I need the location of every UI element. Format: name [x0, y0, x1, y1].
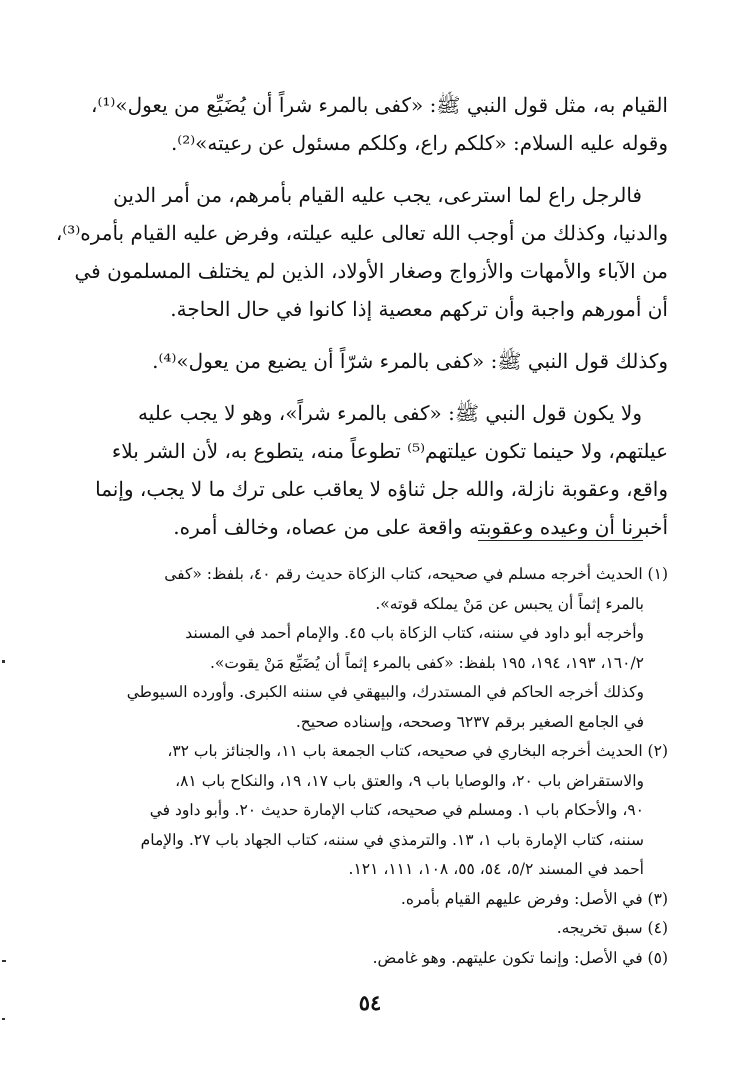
body-line: أن أمورهم واجبة وأن تركهم معصية إذا كانوا في حال الحاجة.: [170, 297, 668, 321]
footnote-line: في الجامع الصغير برقم ٦٢٣٧ وصححه، وإسناده صحيح.: [295, 712, 644, 731]
body-line: وكذلك قول النبي ﷺ: «كفى بالمرء شرّاً أن يضيع من يعول»⁽⁴⁾.: [152, 349, 668, 373]
footnote-line: والاستقراض باب ٢٠، والوصايا باب ٩، والعتق باب ١٧، ١٩، والنكاح باب ٨١،: [175, 771, 644, 790]
footnote-line: ٩٠، والأحكام باب ١. ومسلم في صحيحه، كتاب الإمارة حديث ٢٠. وأبو داود في: [149, 801, 644, 819]
scan-mark: [2, 960, 6, 962]
footnote-line: (٤) سبق تخريجه.: [556, 919, 668, 937]
footnote-line: (٢) الحديث أخرجه البخاري في صحيحه، كتاب الجمعة باب ١١، والجنائز باب ٣٢،: [167, 742, 668, 760]
scan-mark: [2, 660, 5, 663]
body-line: أخبرنا أن وعيده وعقوبته واقعة على من عصاه، وخالف أمره.: [173, 515, 668, 539]
page-number: ٥٤: [358, 990, 382, 1015]
footnote-line: وأخرجه أبو داود في سننه، كتاب الزكاة باب ٤٥. والإمام أحمد في المسند: [185, 624, 644, 642]
footnote-line: سننه، كتاب الإمارة باب ١، ١٣. والترمذي في سننه، كتاب الجهاد باب ٢٧. والإمام: [140, 830, 644, 849]
footnotes: [78, 560, 668, 973]
body-line: ولا يكون قول النبي ﷺ: «كفى بالمرء شراً»، وهو لا يجب عليه: [137, 401, 642, 425]
footnote-separator: [478, 540, 643, 541]
main-text: [55, 86, 668, 546]
body-line: فالرجل راع لما استرعى، يجب عليه القيام بأمرهم، من أمر الدين: [113, 183, 642, 207]
body-line: والدنيا، وكذلك من أوجب الله تعالى عليه عيلته، وفرض عليه القيام بأمره⁽³⁾،: [55, 221, 668, 245]
footnote-line: (١) الحديث أخرجه مسلم في صحيحه، كتاب الزكاة حديث رقم ٤٠، بلفظ: «كفى: [164, 565, 668, 583]
scan-mark: [2, 1018, 5, 1020]
footnote-line: (٥) في الأصل: وإنما تكون عليتهم. وهو غامض.: [372, 948, 668, 967]
body-line: وقوله عليه السلام: «كلكم راع، وكلكم مسئول عن رعيته»⁽²⁾.: [170, 131, 668, 155]
footnote-line: ١٦٠/٢، ١٩٣، ١٩٤، ١٩٥ بلفظ: «كفى بالمرء إثماً أن يُضَيِّع مَنْ يقوت».: [209, 653, 644, 672]
footnote-line: بالمرء إثماً أن يحبس عن مَنْ يملكه قوته».: [375, 594, 644, 613]
body-line: عيلتهم، ولا حينما تكون عيلتهم⁽⁵⁾ تطوعاً منه، يتطوع به، لأن الشر بلاء: [111, 439, 668, 463]
footnote-line: (٣) في الأصل: وفرض عليهم القيام بأمره.: [400, 889, 668, 908]
body-line: واقع، وعقوبة نازلة، والله جل ثناؤه لا يعاقب على ترك ما لا يجب، وإنما: [95, 477, 668, 501]
body-line: القيام به، مثل قول النبي ﷺ: «كفى بالمرء شراً أن يُضَيِّع من يعول»⁽¹⁾،: [91, 93, 668, 117]
footnote-line: أحمد في المسند ٥/٢، ٥٤، ٥٥، ١٠٨، ١١١، ١٢١.: [348, 860, 644, 878]
footnote-line: وكذلك أخرجه الحاكم في المستدرك، والبيهقي في سننه الكبرى. وأورده السيوطي: [126, 683, 644, 701]
body-line: من الآباء والأمهات والأزواج وصغار الأولاد، الذين لم يختلف المسلمون في: [74, 259, 668, 283]
